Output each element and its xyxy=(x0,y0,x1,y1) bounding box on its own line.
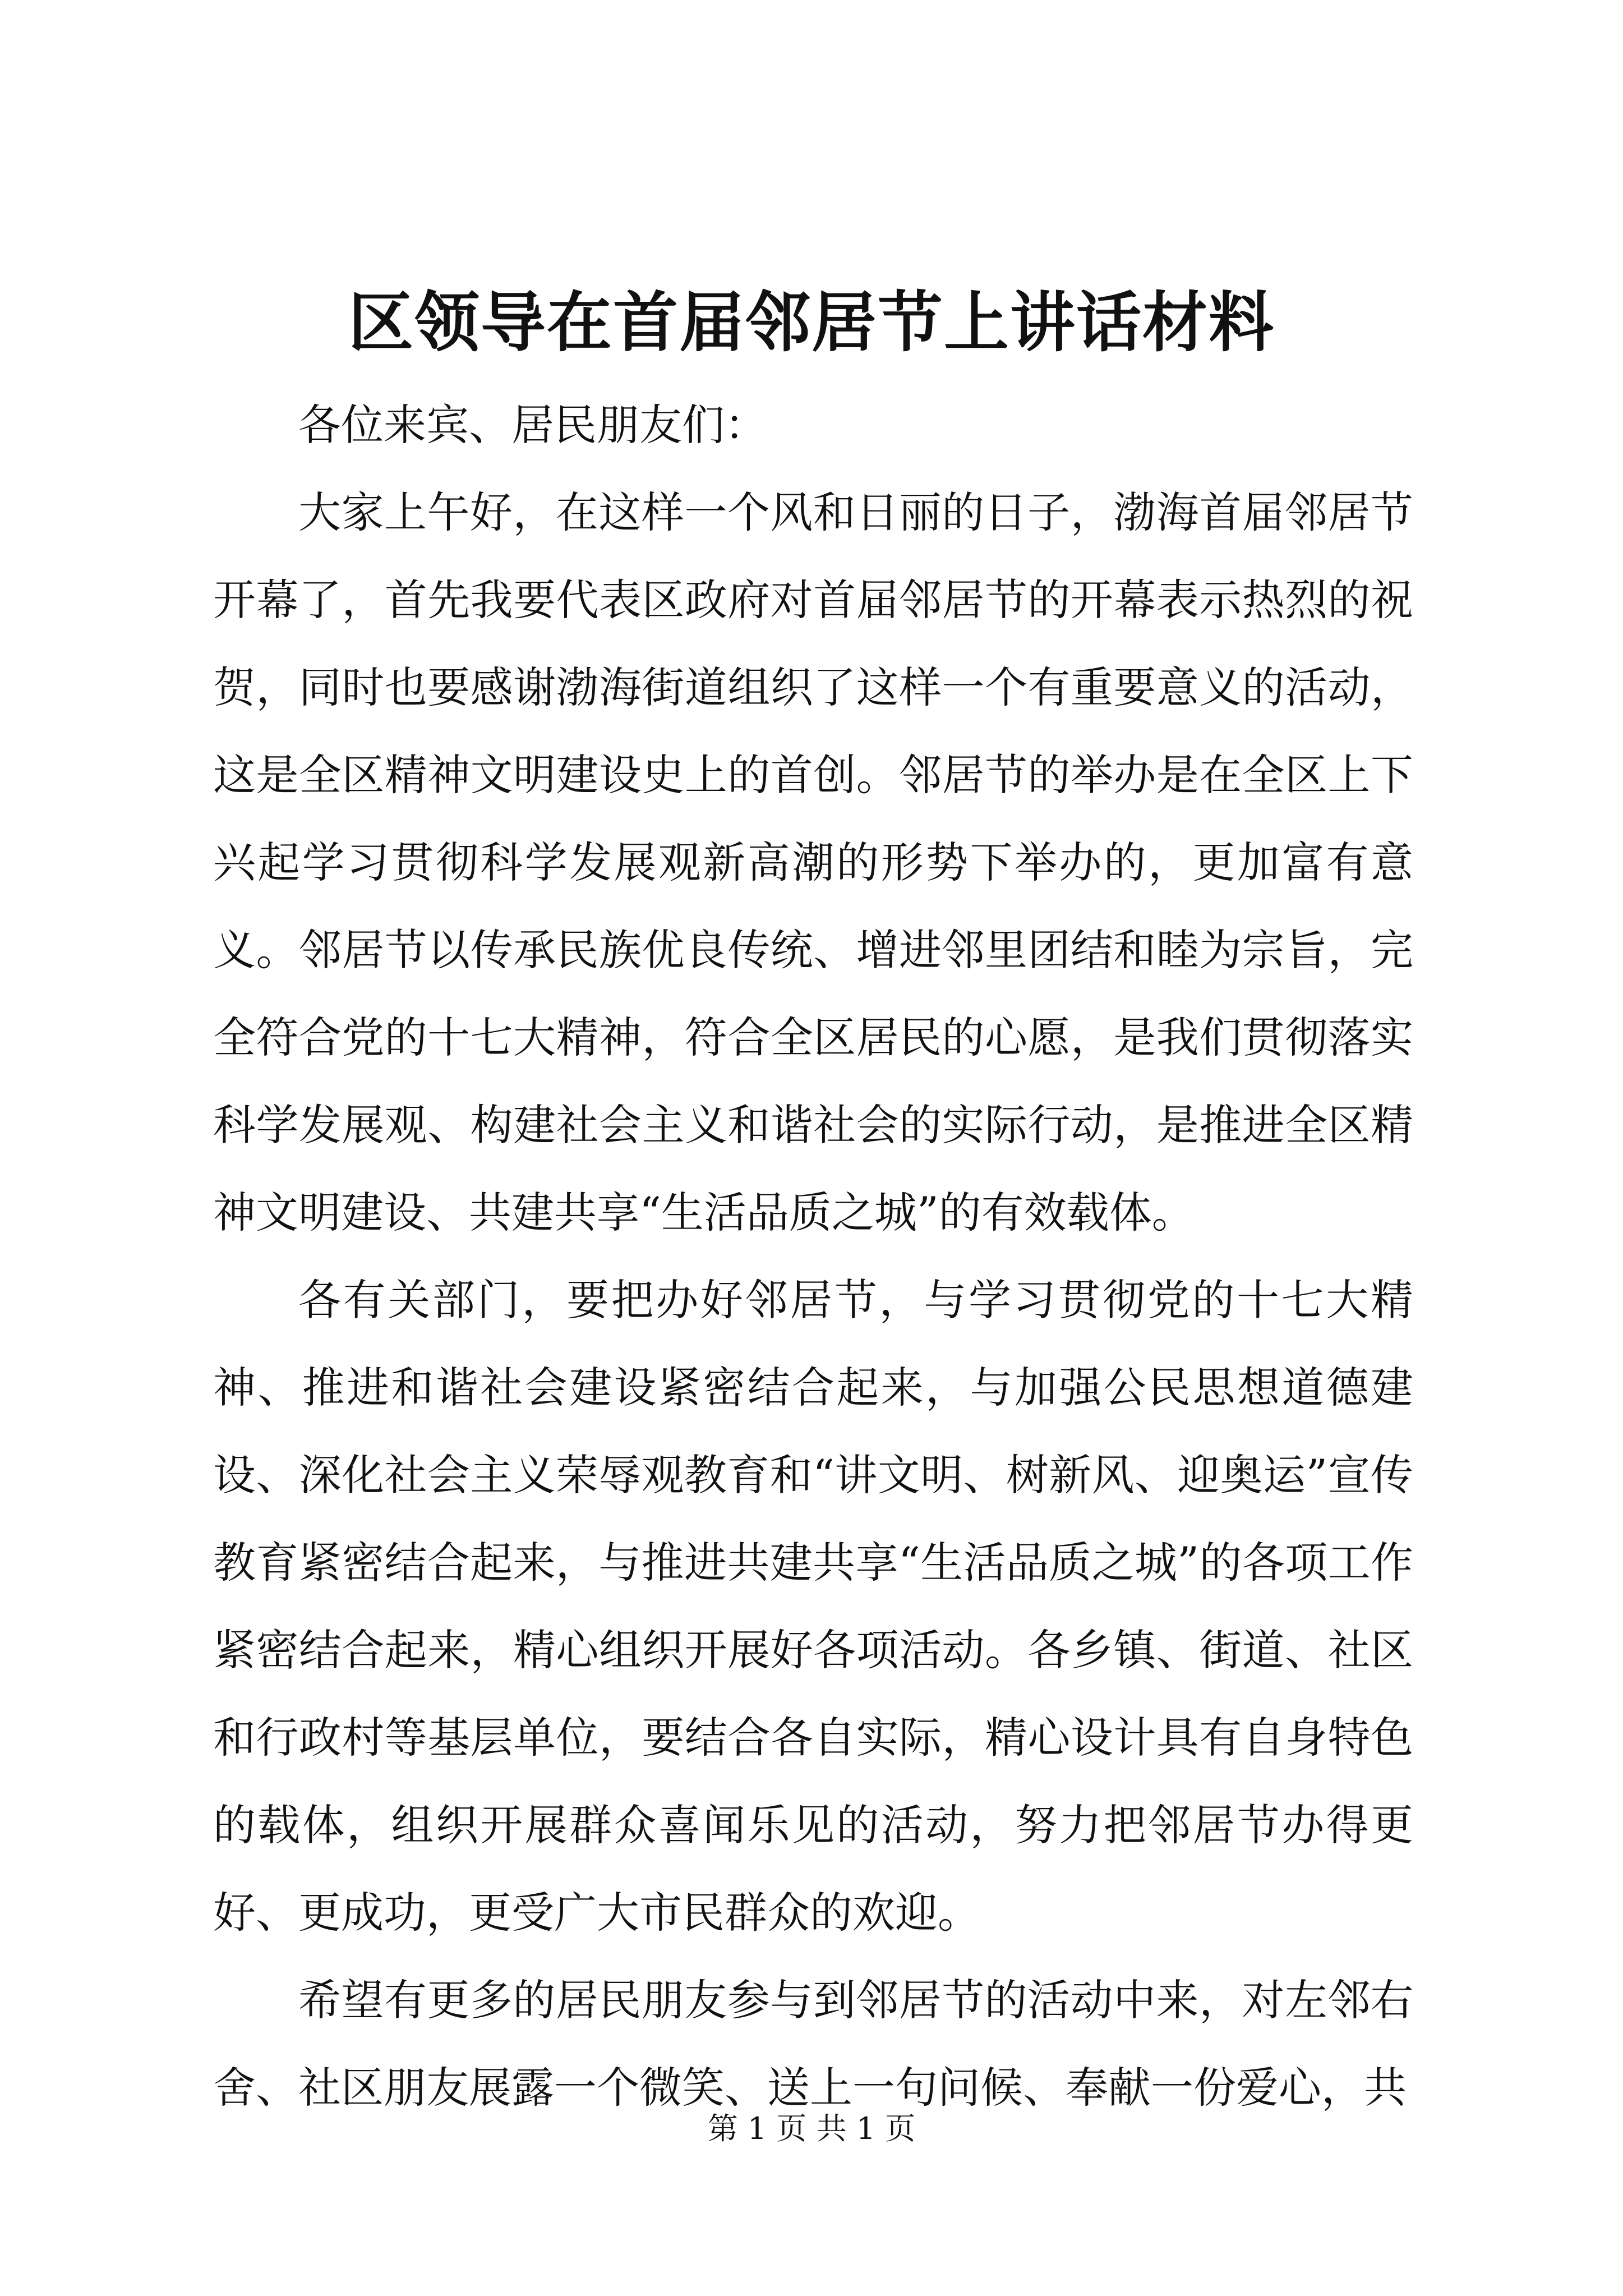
body-paragraph-3: 希望有更多的居民朋友参与到邻居节的活动中来，对左邻右舍、社区朋友展露一个微笑、送上一句问候、奉献一份爱心，共 xyxy=(213,1975,1413,2113)
salutation-paragraph: 各位来宾、居民朋友们： xyxy=(298,400,767,450)
body-paragraph-1: 大家上午好，在这样一个风和日丽的日子，渤海首届邻居节开幕了，首先我要代表区政府对首届邻居节的开幕表示热烈的祝贺，同时也要感谢渤海街道组织了这样一个有重要意义的活动，这是全区精神文明建设史上的首创。邻居节的举办是在全区上下兴起学习贯彻科学发展观新高潮的形势下举办的，更加富有意义。邻居节以传承民族优良传统、增进邻里团结和睦为宗旨，完全符合党的十七大精神，符合全区居民的心愿，是我们贯彻落实科学发展观、构建社会主义和谐社会的实际行动，是推进全区精神文明建设、共建共享“生活品质之城”的有效载体。 xyxy=(213,487,1413,1237)
document-title: 区领导在首届邻居节上讲话材料 xyxy=(348,284,1275,361)
page-number-footer: 第 1 页 共 1 页 xyxy=(707,2111,916,2146)
document-body xyxy=(213,381,1413,2132)
body-paragraph-2: 各有关部门，要把办好邻居节，与学习贯彻党的十七大精神、推进和谐社会建设紧密结合起来，与加强公民思想道德建设、深化社会主义荣辱观教育和“讲文明、树新风、迎奥运”宣传教育紧密结合起来，与推进共建共享“生活品质之城”的各项工作紧密结合起来，精心组织开展好各项活动。各乡镇、街道、社区和行政村等基层单位，要结合各自实际，精心设计具有自身特色的载体，组织开展群众喜闻乐见的活动，努力把邻居节办得更好、更成功，更受广大市民群众的欢迎。 xyxy=(213,1275,1413,1938)
